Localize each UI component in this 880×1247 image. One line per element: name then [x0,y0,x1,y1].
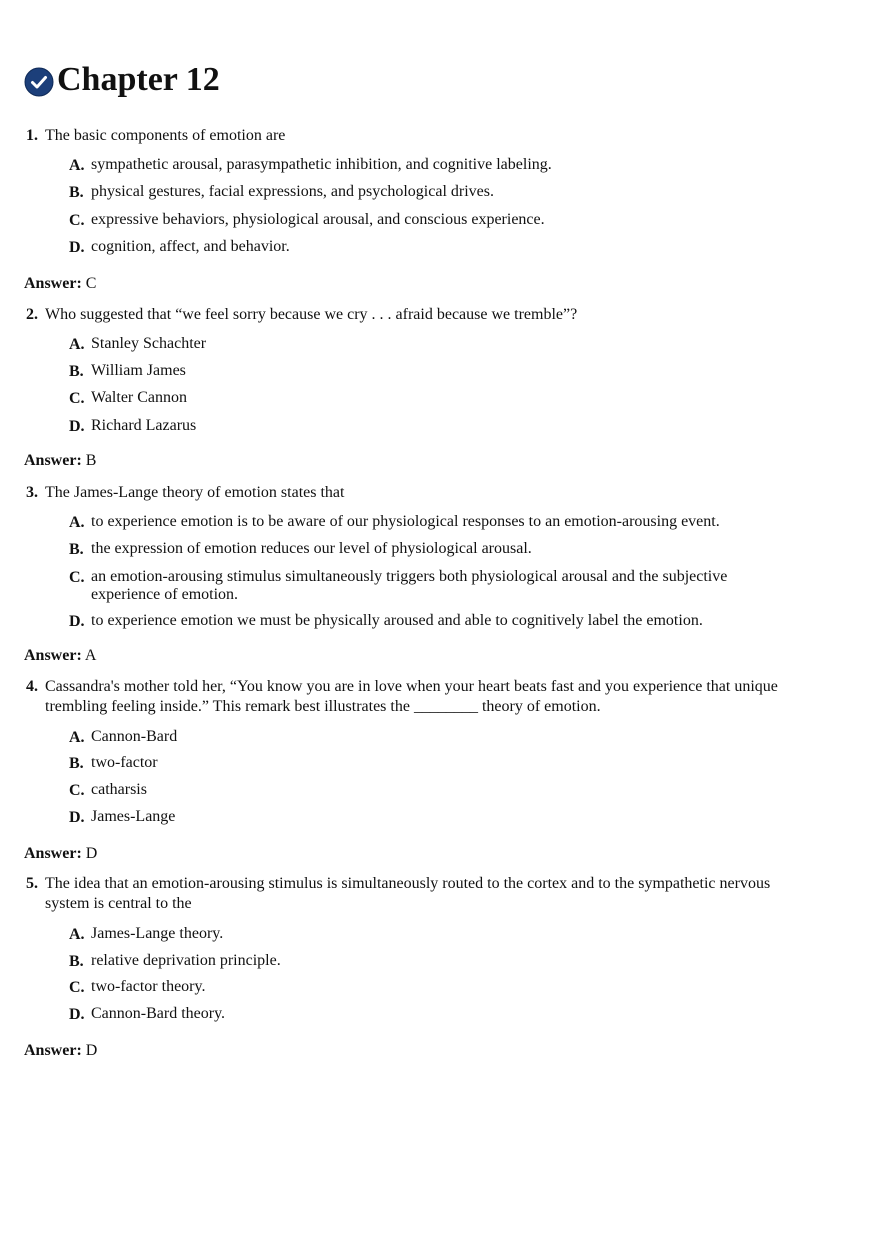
option-text-line: James-Lange [91,808,176,825]
option-text-line: Stanley Schachter [91,335,207,352]
option-text [91,951,281,971]
option-letter-line [69,728,85,748]
question-number-line [26,677,38,697]
question-text [45,874,770,894]
option-text-line: relative deprivation principle. [91,952,281,969]
option-letter-line [69,808,85,828]
option-letter-line [69,612,85,632]
option-text [91,807,175,827]
option-letter: D. [69,809,85,826]
option-text-line: two-factor theory. [91,978,206,995]
option-letter: B. [69,541,84,558]
option-text-line: catharsis [91,781,147,798]
question-text-line: Who suggested that “we feel sorry because we cry . . . afraid because we tremble”? [45,306,578,323]
option-letter-line [69,362,84,382]
answer-value: D [85,1042,98,1059]
option-letter: C. [69,390,85,407]
question-number-line [26,126,38,146]
option-letter-line [69,335,85,355]
question-text [45,894,192,914]
option-letter: D. [69,239,85,256]
answer-label: Answer: [24,452,82,469]
option-letter: A. [69,514,85,531]
option-text-line: to experience emotion we must be physically aroused and able to cognitively label the emotion. [91,612,703,629]
option-text [91,753,158,773]
question-text [45,677,778,697]
question-number-line [26,483,38,503]
question-number: 5. [26,875,38,892]
question-number: 2. [26,306,38,323]
answer-value: C [85,275,97,292]
option-letter-line [69,389,85,409]
answer-value: B [85,452,97,469]
option-text [91,727,177,747]
option-letter: A. [69,336,85,353]
answer-label: Answer: [24,275,82,292]
answer-label: Answer: [24,1042,82,1059]
option-text-line: James-Lange theory. [91,925,224,942]
option-text [91,977,205,997]
option-letter: A. [69,926,85,943]
option-text [91,237,290,257]
option-letter-line [69,925,85,945]
option-text [91,334,206,354]
option-text-line: Cannon-Bard [91,728,178,745]
option-letter: B. [69,953,84,970]
option-text [91,585,238,605]
option-letter: C. [69,782,85,799]
option-letter-line [69,513,85,533]
option-text [91,567,727,587]
option-text [91,611,703,631]
option-letter: C. [69,569,85,586]
option-text-line: experience of emotion. [91,586,239,603]
question-text [45,697,601,717]
option-text [91,924,223,944]
option-text-line: expressive behaviors, physiological arousal, and conscious experience. [91,211,545,228]
question-number: 1. [26,127,38,144]
option-text [91,780,147,800]
option-letter: D. [69,1006,85,1023]
option-letter-line [69,952,84,972]
option-text-line: physical gestures, facial expressions, and psychological drives. [91,183,494,200]
option-letter-line [69,978,85,998]
question-number: 4. [26,678,38,695]
option-text-line: William James [91,362,186,379]
option-text [91,210,545,230]
option-text-line: the expression of emotion reduces our level of physiological arousal. [91,540,532,557]
answer-label: Answer: [24,845,82,862]
option-letter-line [69,183,84,203]
option-letter-line [69,238,85,258]
option-text [91,1004,225,1024]
answer-label: Answer: [24,647,82,664]
option-text-line: an emotion-arousing stimulus simultaneously triggers both physiological arousal and the subjective [91,568,728,585]
option-letter: A. [69,729,85,746]
option-letter-line [69,540,84,560]
option-letter: B. [69,363,84,380]
option-letter: B. [69,755,84,772]
check-circle-icon [24,67,54,97]
page-title: Chapter 12 [57,61,220,98]
question-text-line: Cassandra's mother told her, “You know you are in love when your heart beats fast and you experience that unique [45,678,778,695]
option-text [91,361,186,381]
answer-value: A [84,647,97,664]
option-letter: D. [69,613,85,630]
option-text-line: two-factor [91,754,158,771]
question-text-line: The basic components of emotion are [45,127,286,144]
option-letter: A. [69,157,85,174]
option-letter-line [69,754,84,774]
question-text [45,305,577,325]
answer-line [24,844,97,864]
option-letter-line [69,568,85,588]
answer-line [24,646,96,666]
question-text-line: The James-Lange theory of emotion states that [45,484,345,501]
answer-line [24,274,96,294]
option-letter-line [69,417,85,437]
answer-line [24,1041,97,1061]
option-text-line: cognition, affect, and behavior. [91,238,290,255]
option-text-line: to experience emotion is to be aware of our physiological responses to an emotion-arousing event. [91,513,720,530]
option-text-line: sympathetic arousal, parasympathetic inhibition, and cognitive labeling. [91,156,552,173]
question-number-line [26,305,38,325]
option-text [91,155,552,175]
option-letter-line [69,211,85,231]
question-text-line: trembling feeling inside.” This remark best illustrates the ________ theory of emotion. [45,698,601,715]
option-text [91,182,494,202]
option-text-line: Walter Cannon [91,389,188,406]
option-letter: B. [69,184,84,201]
option-text-line: Richard Lazarus [91,417,197,434]
question-text-line: system is central to the [45,895,192,912]
option-letter: C. [69,212,85,229]
option-letter-line [69,156,85,176]
option-letter: C. [69,979,85,996]
option-text [91,512,720,532]
option-text [91,539,532,559]
question-text [45,126,285,146]
answer-value: D [85,845,98,862]
answer-line [24,451,96,471]
option-letter-line [69,1005,85,1025]
question-text [45,483,344,503]
question-number-line [26,874,38,894]
option-letter-line [69,781,85,801]
option-letter: D. [69,418,85,435]
question-text-line: The idea that an emotion-arousing stimulus is simultaneously routed to the cortex and to the sympathetic nervous [45,875,771,892]
question-number: 3. [26,484,38,501]
option-text [91,416,196,436]
option-text-line: Cannon-Bard theory. [91,1005,226,1022]
option-text [91,388,187,408]
